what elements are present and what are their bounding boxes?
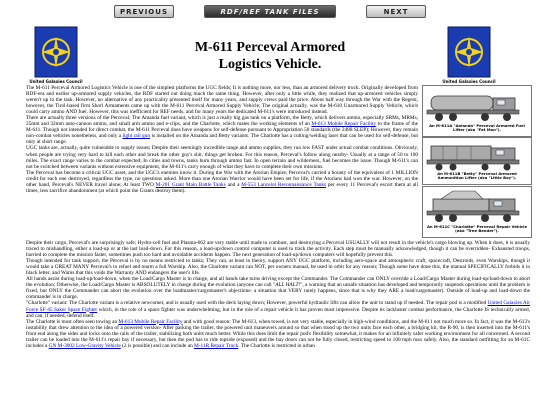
emblem-caption: United Galaxies Council: [442, 79, 496, 84]
all-halt-text: ALL HALT!: [275, 282, 301, 289]
paragraph-text: The Perceval has become a critical UGC asset, and the UGC's enemies know it. During the War with the Atorian Empire, Perceval's carried a bounty of the equivalent of 1 MILLION credit for each one destroyed, regardless the type, no questions asked. More than one Atorian Warrior would have been set for life, if the Atorians had won the war. However, on the other hand, Perceval's NEVER travel alone; At least TWO: [26, 169, 418, 188]
previous-button[interactable]: PREVIOUS: [114, 5, 174, 18]
paragraph-text: per every 11 Perceval's escort them at all times, less sacrifice abandonment (at which point the Grants destroy them).: [26, 181, 418, 194]
figure-charlotte[interactable]: [422, 186, 532, 238]
ugc-emblem-right: [443, 26, 495, 88]
figure-betty[interactable]: [422, 137, 532, 185]
navigation-bar: [0, 5, 540, 19]
figure-caption: An M-611A "Amanda" Perceval Armored Fuel Lifter (aka "Fat Man").: [429, 123, 525, 133]
paragraph-text: . The Charlotte is restricted in urban: [238, 342, 315, 349]
page-title-line-2: Logistics Vehicle.: [218, 57, 322, 72]
link-m201-grant[interactable]: M-201 Grant Main Battle Tanks: [155, 181, 226, 188]
tank-files-index-button[interactable]: RDF/REF TANK FILES: [204, 5, 336, 18]
next-button[interactable]: NEXT: [366, 5, 426, 18]
link-m553-lancelot[interactable]: M-553 Lancelot Reconnaissance Tanks: [241, 181, 327, 188]
ugc-shield-icon: [34, 26, 78, 78]
paragraph-text: which, in the role of a space fighter was underwhelming, but in the role of a repair vehicle it has proven most impressive. Despite its lackluster combat performance, the Charlotte IS technically armed, and can, if needed, defend itself.: [26, 306, 530, 319]
paragraph-towing: [26, 319, 530, 349]
paragraph-text: The Charlotte is most often seen towing an: [26, 318, 118, 325]
paragraph-variants: [26, 115, 418, 145]
paragraph-text: (2 is possible) and can include an: [122, 342, 193, 349]
paragraph-safety: Despite their cargo, Perceval's are surprisingly safe; Hydro-cell fuel and Plasma-662 are very stable until made to combust, and destroying a Perceval USUALLY will not result in the vehicle's cargo blowing up. When it does, it is usually traced to mishandling, either a load-up or at the last load-down. For this reason, a load-up/down control computer is used to track the activity. Each step must be manually acknowledged, though it can be overridden- Exhausted troops, hurried to complete the mission faster, sometimes push too hard and avoidable accidents happen. The next generation of load-up/down computers will hopefully prevent this.: [26, 240, 530, 259]
paragraph-text: and with good reason: The M-613, when towed, is not very stable, especially in high-wind conditions, and the M-611 not much more so. In fact, it was the M-613's instability that drew attention to the idea of a powered version- After parking the trailer, the powered unit maneuvers around so that when stood up the two units face each other, a bridging kit, the R-90, is then inserted into the M-611's front end along the sides and locks onto the rails of the trailer, stabilizing both units much better. While this does limit the repair pod's flexibility somewhat, it makes for an infinitely safer working environment for all concerned. A second trailer can be loaded into the M-611's repair bay if necessary, but then the pod has to ride topside (exposed) and the bay doors can not be fully closed, restricting speed to 100 mph max safely. Also, the standard outfitting for an M-61C includes a: [26, 318, 531, 349]
paragraph-supply: UGC tanks are, actually, quite vulnerable to supply issues; Despite their seemingly incredible range and ammo supplies, they run low FAST under actual combat conditions. Obviously, when people are trying very hard to kill each other and break the other guy's shit, things get broken. For this reason, Perceval's follow along nearby- Usually at a range of 50 to 100 miles. The exact range varies to the combat expected; In cities and towns, tanks burn through ammo fast. In open terrain and wilderness, fuel becomes the issue. Though M-611's can not be switched between variants without extensive equipment, the M-611's carry enough of what they have to complete their own missions.: [26, 145, 418, 170]
paragraph-text: is installed on the Amanda and Betty variants. The Charlotte has a cutting/welding laser that can be used for self-defense, but only at short range.: [26, 133, 418, 146]
link-sf45-saker[interactable]: United Galaxies Air Force SF-45 Saker Space Fighter: [26, 300, 530, 313]
paragraph-escort: [26, 170, 418, 194]
figure-caption: An M-611C "Charlotte" Perceval Repair Vehicle (aka "Tree Bender").: [426, 224, 528, 234]
paragraph-command: [26, 276, 530, 300]
figure-caption: An M-611B "Betty" Perceval Armored Ammunition Lifter (aka "Little Boy").: [437, 171, 517, 181]
link-m11r-repair-truck[interactable]: M-11R Repair Truck: [194, 342, 239, 349]
emblem-caption: United Galaxies Council: [29, 79, 83, 84]
repair-vehicle-drawing: [423, 187, 531, 225]
paragraph-text: to the frame of the M-611. Though not intended for direct combat, the M-611 Perceval does have weapons for self-defense pursuant to Appropriation 50 standards (the 2488 SLEP); However, they remain non-combat vehicles nonetheless, and only a: [26, 121, 418, 140]
paragraph-charlotte: [26, 300, 530, 318]
ammunition-lifter-drawing: [423, 138, 531, 172]
paragraph-text: ", a warning that an unsafe situation has developed and temporarily suspends operations until the problem is fixed, but ONLY the Commander can abort the evolution over the loadmaster/cargomaster's objections- a situation that VERY rarely happens, since that is why they ARE a load/cargomaster). Outside of load-up and load-down the commander is in charge.: [26, 282, 531, 301]
paragraph-intro: The M-611 Perceval Armored Logistics Vehicle is one of the simplest platforms the UGC fields; It is nothing more, nor less, than an armored delivery truck. Originally developed from RDF-era and earlier up-armored supply vehicles, the RDF started out doing much the same thing. However, after only a little while, they realized that up-armored vehicles simply weren't up to the task. However, no alternative of any practicality presented itself for many years, and supply crews paid the price. About half way through the War with the Regent, however, the Tirol-based firm Shorl Armaments came up with the M-611 Perceval Armored Supply Vehicle; The original actually, was the M-610 Unarmored Supply Vehicle, which could carry ammo AND fuel. However, this was inefficient for REF needs, and for many years the dedicated M-611's were introduced instead.: [26, 85, 418, 116]
fuel-lifter-drawing: [423, 86, 531, 124]
paragraph-text: There are actually three versions of the Perceval; The Amanda fuel variant, which is just a really big gas tank on a platform, the Betty, which delivers ammo, especially SRMs, MRMs, 25mm and 32mm auto-cannon ammo, and small arm ammo and e-clips, and the Charlotte, which mates the working elements of an: [26, 115, 418, 128]
page-title-line-1: M-611 Perceval Armored: [194, 40, 346, 55]
page-title: [130, 39, 410, 73]
link-light-rail-gun[interactable]: light rail gun: [122, 133, 151, 140]
article-body-upper: [26, 85, 418, 194]
link-gn-m3002[interactable]: GN M-3002 Low-Gravity Vehicle: [48, 342, 121, 349]
paragraph-text: All hands assist during load-up/load-down, when the Load/Cargo Master is in charge, and all hands take turns driving except the Commander. The Commander can ONLY override a Load/Cargo Master during load-up/load-down to abort the evolution; Otherwise, the Load/Cargo Master is ABSOLUTELY in charge during the evolution (anyone can call ": [26, 276, 530, 289]
paragraph-text: and a: [227, 181, 240, 188]
figure-amanda[interactable]: [422, 85, 532, 137]
link-m613-repair-facility[interactable]: M-613 Mobile Repair Facility: [311, 121, 377, 128]
ugc-emblem-left: [30, 26, 82, 88]
paragraph-text: "Charlotte" variant: The Charlotte variant is a relative newcomer, and is usually used with the deck laying down; However, powerful hydraulic lifts can allow the unit to stand up if needed. The repair pod is a modified: [26, 300, 487, 307]
article-body-lower: [26, 240, 530, 349]
paragraph-support: Though intended for tank support, the Perceval is by no means restricted to tanks; They can, at least in theory, support ANY UGC platform, including aero-space and atmospheric craft, spacecraft, Destroids, even Warships, though it would take a GREAT MANY Perceval's to refuel and rearm a full Warship. Also, the Charlotte variant can NOT, per owners manual, be used in orbit for any reason; Though some have done this, the manual SPECIFICALLY forbids it in black letter, and Warns that this voids the Warranty AND endangers the user's life.: [26, 258, 530, 277]
link-m613-repair-facility[interactable]: M-613 Mobile Repair Facility: [118, 318, 183, 325]
ugc-shield-icon: [447, 26, 491, 78]
